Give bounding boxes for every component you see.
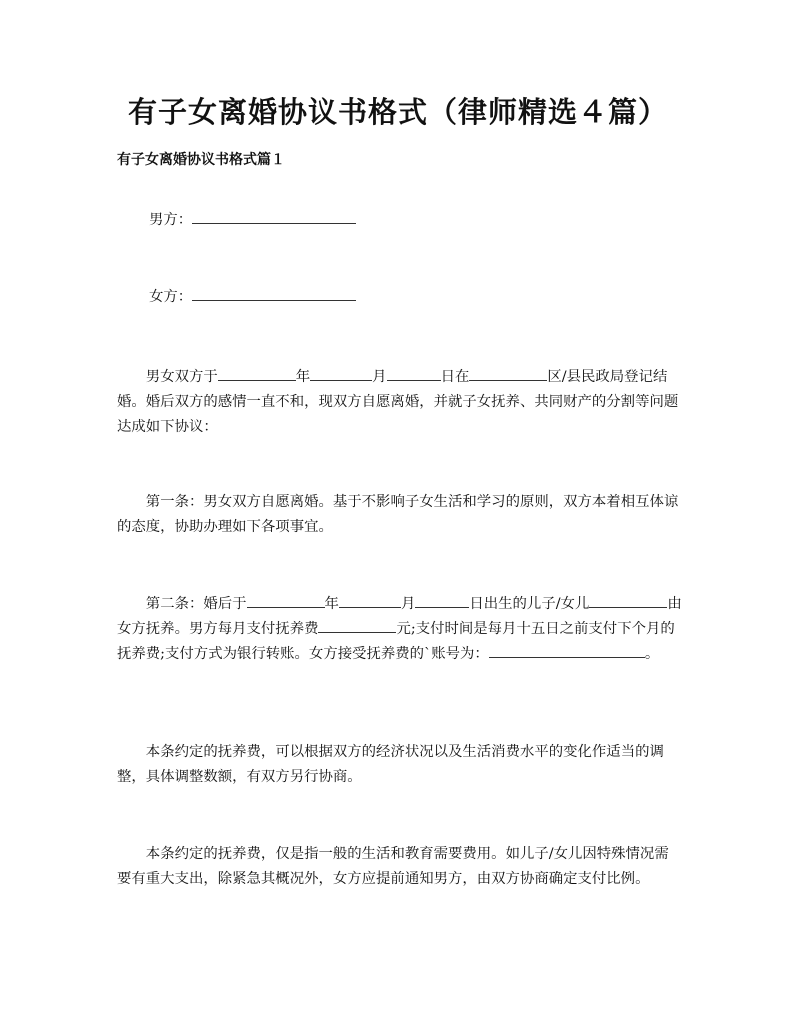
- blank-district: [469, 366, 547, 381]
- para1-text-2: 年: [295, 369, 311, 385]
- para1-text-4: 日在: [440, 369, 470, 385]
- paragraph-marriage-registration: [117, 365, 683, 440]
- female-party-blank: [192, 286, 356, 301]
- para3-text-6: 元;支付时间是每月十五日之前支付下个月的抚养费;支付方式为银行转账。女方接受抚养费的`账号为：: [117, 621, 675, 662]
- section-heading: 有子女离婚协议书格式篇１: [117, 152, 285, 168]
- female-party-label: 女方：: [149, 289, 193, 305]
- para3-text-7: 。: [644, 646, 660, 662]
- para1-text-3: 月: [372, 369, 387, 385]
- document-title: 有子女离婚协议书格式（律师精选４篇）: [127, 95, 668, 129]
- blank-month: [310, 366, 372, 381]
- paragraph-special-expenses: 本条约定的抚养费，仅是指一般的生活和教育需要费用。如儿子/女儿因特殊情况需要有重大支出，除紧急其概况外，女方应提前通知男方，由双方协商确定支付比例。: [117, 846, 669, 887]
- para3-text-2: 年: [324, 596, 339, 612]
- male-party-label: 男方：: [149, 212, 193, 228]
- male-party-field: [149, 208, 356, 233]
- blank-birth-day: [415, 593, 469, 608]
- paragraph-article-1: 第一条：男女双方自愿离婚。基于不影响子女生活和学习的原则，双方本着相互体谅的态度，协助办理如下各项事宜。: [117, 494, 679, 535]
- para1-text-1: 男女双方于: [145, 369, 218, 385]
- blank-birth-month: [339, 593, 401, 608]
- female-party-field: [149, 285, 356, 310]
- paragraph-article-2: [117, 592, 683, 667]
- para1-text-5: 区/县民政局登记结婚。婚后双方的感情一直不和，现双方自愿离婚，并就子女抚养、共同财产的分割等问题达成如下协议：: [117, 369, 679, 435]
- para3-text-4: 日出生的儿子/女儿: [469, 596, 590, 612]
- para3-text-5: 由女方抚养。男方每月支付抚养费: [117, 596, 682, 637]
- para3-text-3: 月: [400, 596, 416, 612]
- blank-day: [387, 366, 441, 381]
- paragraph-support-adjustment: 本条约定的抚养费，可以根据双方的经济状况以及生活消费水平的变化作适当的调整，具体调整数额，有双方另行协商。: [117, 744, 664, 785]
- blank-support-amount: [318, 618, 396, 633]
- para3-text-1: 第二条：婚后于: [145, 596, 247, 612]
- male-party-blank: [192, 209, 356, 224]
- blank-birth-year: [247, 593, 325, 608]
- blank-account-number: [489, 643, 645, 658]
- blank-year: [218, 366, 296, 381]
- blank-child-name: [589, 593, 667, 608]
